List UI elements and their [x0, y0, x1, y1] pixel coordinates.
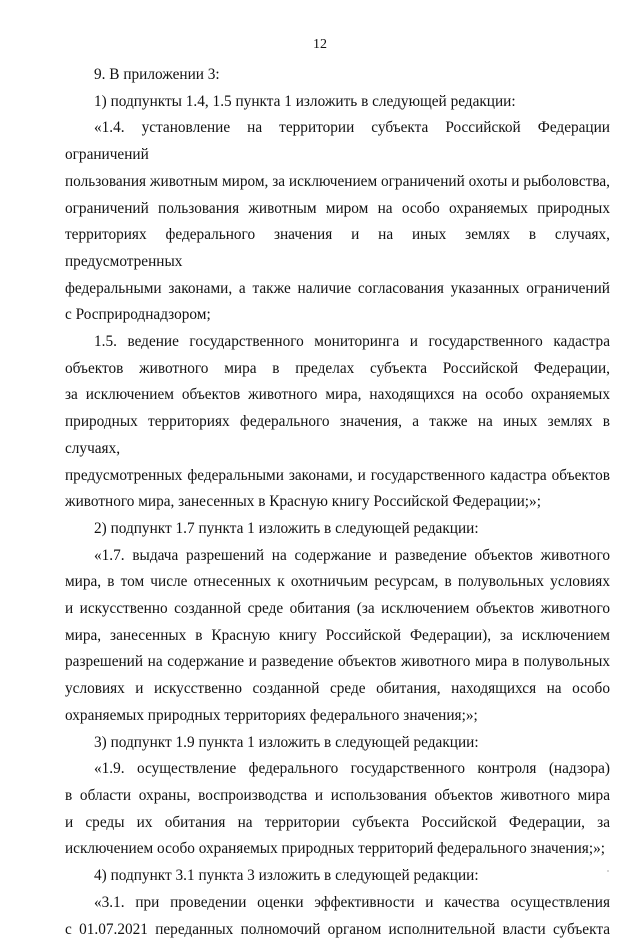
- text-line: животного мира, занесенных в Красную книгу Российской Федерации;»;: [65, 489, 610, 516]
- text-line: исключением особо охраняемых природных территорий федерального значения;»;: [65, 836, 610, 863]
- text-line: федеральными законами, а также наличие согласования указанных ограничений: [65, 276, 610, 303]
- text-line: условиях и искусственно созданной среде обитания, находящихся на особо: [65, 676, 610, 703]
- text-line: природных территориях федерального значения, а также на иных землях в случаях,: [65, 409, 610, 462]
- text-line: ограничений пользования животным миром на особо охраняемых природных: [65, 196, 610, 223]
- text-line: в области охраны, воспроизводства и использования объектов животного мира: [65, 783, 610, 810]
- text-line: 1) подпункты 1.4, 1.5 пункта 1 изложить в следующей редакции:: [65, 89, 610, 116]
- text-line: за исключением объектов животного мира, находящихся на особо охраняемых: [65, 382, 610, 409]
- text-line: и искусственно созданной среде обитания (за исключением объектов животного: [65, 596, 610, 623]
- text-line: и среды их обитания на территории субъекта Российской Федерации, за: [65, 810, 610, 837]
- scan-speck: [607, 870, 609, 872]
- text-line: «3.1. при проведении оценки эффективности и качества осуществления: [65, 890, 610, 917]
- text-line: территориях федерального значения и на иных землях в случаях, предусмотренных: [65, 222, 610, 275]
- text-line: «1.7. выдача разрешений на содержание и разведение объектов животного: [65, 543, 610, 570]
- text-line: «1.4. установление на территории субъекта Российской Федерации ограничений: [65, 115, 610, 168]
- text-line: «1.9. осуществление федерального государственного контроля (надзора): [65, 756, 610, 783]
- text-line: 1.5. ведение государственного мониторинга и государственного кадастра: [65, 329, 610, 356]
- text-line: с Росприроднадзором;: [65, 302, 610, 329]
- text-line: мира, занесенных в Красную книгу Российской Федерации), за исключением: [65, 623, 610, 650]
- text-line: 4) подпункт 3.1 пункта 3 изложить в следующей редакции:: [65, 863, 610, 890]
- text-line: пользования животным миром, за исключением ограничений охоты и рыболовства,: [65, 169, 610, 196]
- text-line: объектов животного мира в пределах субъекта Российской Федерации,: [65, 356, 610, 383]
- text-line: 2) подпункт 1.7 пункта 1 изложить в следующей редакции:: [65, 516, 610, 543]
- text-line: предусмотренных федеральными законами, и государственного кадастра объектов: [65, 463, 610, 490]
- text-line: 9. В приложении 3:: [65, 62, 610, 89]
- page-number: 12: [0, 37, 640, 53]
- text-line: с 01.07.2021 переданных полномочий органом исполнительной власти субъекта: [65, 917, 610, 943]
- text-line: охраняемых природных территориях федерального значения;»;: [65, 703, 610, 730]
- text-line: мира, в том числе отнесенных к охотничьим ресурсам, в полувольных условиях: [65, 569, 610, 596]
- document-body: [65, 62, 610, 943]
- text-line: разрешений на содержание и разведение объектов животного мира в полувольных: [65, 649, 610, 676]
- text-line: 3) подпункт 1.9 пункта 1 изложить в следующей редакции:: [65, 730, 610, 757]
